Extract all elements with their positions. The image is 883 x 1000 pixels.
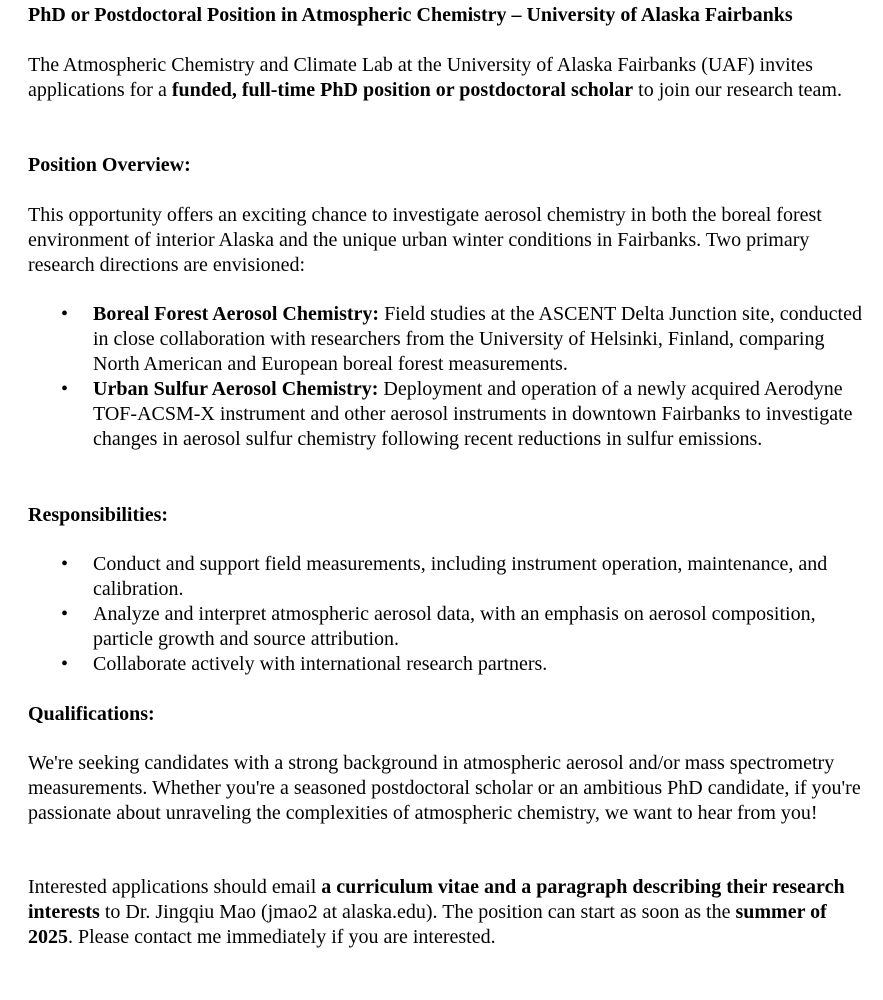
list-item	[28, 377, 868, 452]
bullet-icon: •	[61, 553, 69, 575]
list-item	[28, 602, 868, 652]
research-directions-list	[28, 302, 868, 452]
intro-text-pre: The Atmospheric Chemistry and Climate Lab at the University of Alaska Fairbanks (UAF) invites applications for a	[28, 54, 813, 101]
responsibility-text: Analyze and interpret atmospheric aerosol data, with an emphasis on aerosol composition, particle growth and source attribution.	[93, 603, 816, 650]
bullet-icon: •	[61, 603, 69, 625]
direction-label: Urban Sulfur Aerosol Chemistry:	[93, 378, 379, 400]
responsibilities-list	[28, 552, 868, 677]
bullet-icon: •	[61, 303, 69, 325]
intro-text-bold: funded, full-time PhD position or postdoctoral scholar	[171, 79, 634, 101]
overview-paragraph: This opportunity offers an exciting chance to investigate aerosol chemistry in both the boreal forest environment of interior Alaska and the unique urban winter conditions in Fairbanks. Two primary research directions are envisioned:	[28, 204, 822, 276]
contact-text-bold-2: summer of 2025	[28, 901, 827, 948]
intro-paragraph	[28, 53, 868, 103]
qualifications-paragraph: We're seeking candidates with a strong background in atmospheric aerosol and/or mass spectrometry measurements. Whether you're a seasoned postdoctoral scholar or an ambitious PhD candidate, if you're passionate about unraveling the complexities of atmospheric chemistry, we want to hear from you!	[28, 752, 861, 824]
overview-heading: Position Overview:	[28, 154, 191, 176]
page-title: PhD or Postdoctoral Position in Atmospheric Chemistry – University of Alaska Fairbanks	[28, 4, 793, 26]
responsibility-text: Conduct and support field measurements, including instrument operation, maintenance, and calibration.	[93, 553, 828, 600]
qualifications-heading: Qualifications:	[28, 703, 155, 725]
direction-text: Deployment and operation of a newly acquired Aerodyne TOF-ACSM-X instrument and other aerosol instruments in downtown Fairbanks to investigate changes in aerosol sulfur chemistry following recent reductions in sulfur emissions.	[93, 378, 853, 450]
direction-text: Field studies at the ASCENT Delta Junction site, conducted in close collaboration with researchers from the University of Helsinki, Finland, comparing North American and European boreal forest measurements.	[93, 303, 862, 375]
responsibility-text: Collaborate actively with international research partners.	[93, 653, 548, 675]
contact-text-pre: Interested applications should email	[28, 876, 322, 898]
contact-text-bold-1: a curriculum vitae and a paragraph describing their research interests	[28, 876, 845, 923]
list-item	[28, 652, 868, 677]
contact-text-post: . Please contact me immediately if you are interested.	[68, 926, 496, 948]
responsibilities-heading: Responsibilities:	[28, 504, 169, 526]
contact-paragraph	[28, 875, 868, 950]
bullet-icon: •	[61, 653, 69, 675]
contact-text-mid: to Dr. Jingqiu Mao (jmao2 at alaska.edu). The position can start as soon as the	[99, 901, 736, 923]
list-item	[28, 552, 868, 602]
direction-label: Boreal Forest Aerosol Chemistry:	[93, 303, 380, 325]
bullet-icon: •	[61, 378, 69, 400]
intro-text-post: to join our research team.	[633, 79, 842, 101]
list-item	[28, 302, 868, 377]
